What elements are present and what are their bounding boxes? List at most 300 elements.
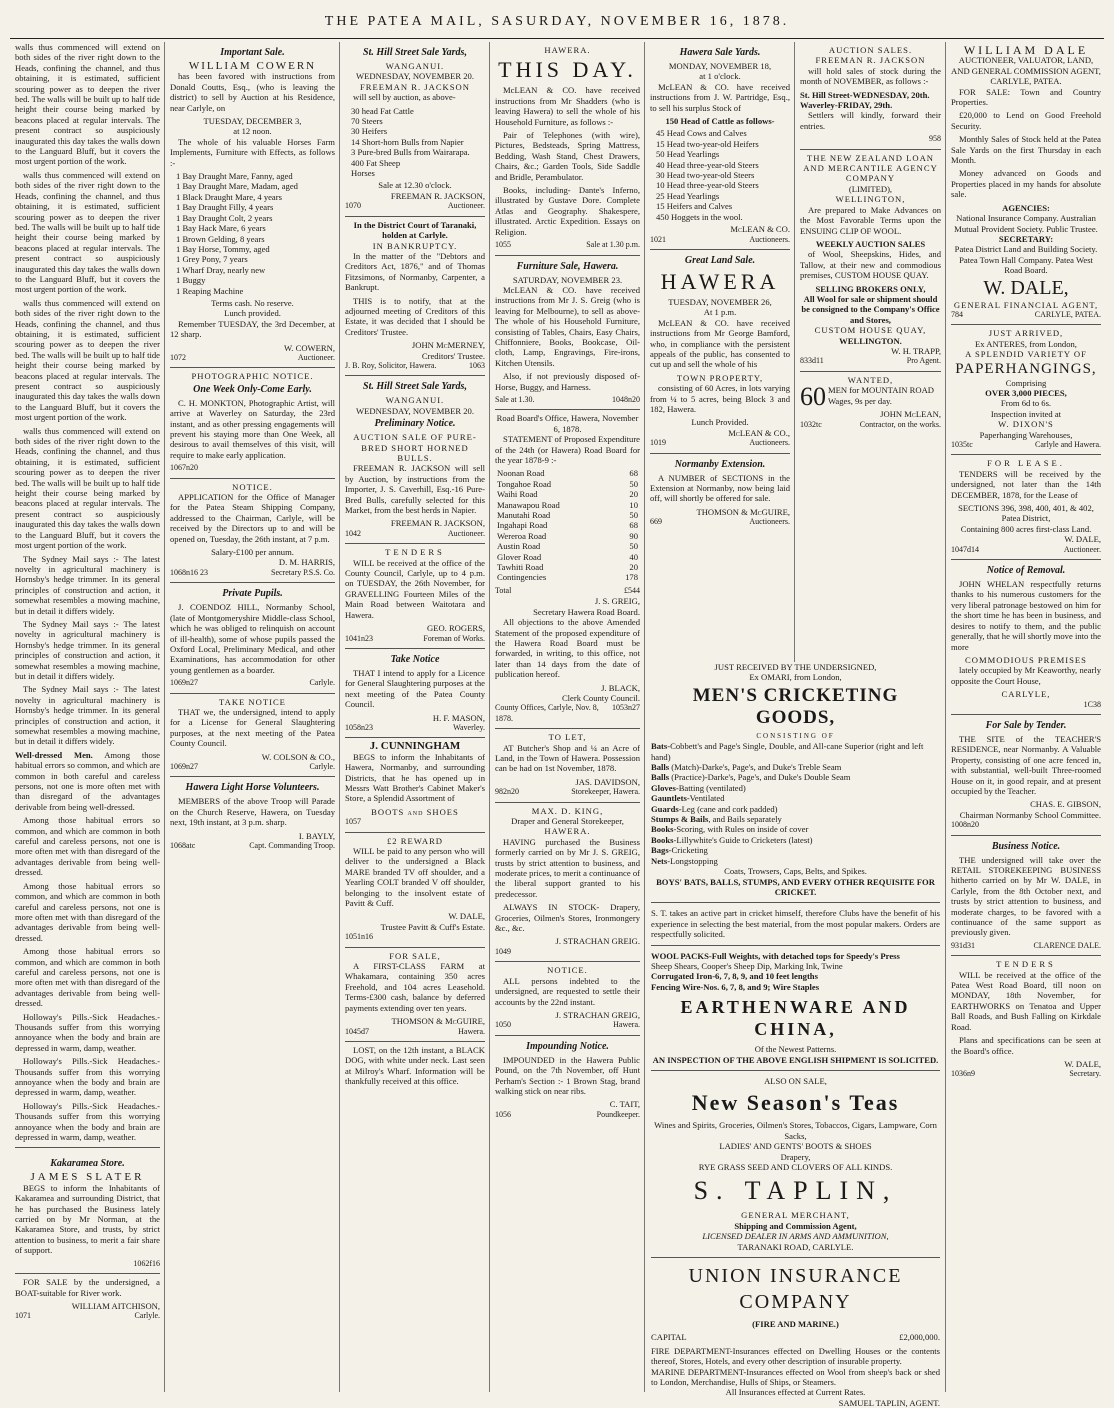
removal-text: JOHN WHELAN respectfully returns thanks to his numerous customers for the very liberal patronage bestowed on him for the short time he has been in business, and desires to notify to them, and the public generally, that he will shortly move into the more [951,579,1101,652]
this-day-heading: THIS DAY. [498,57,637,83]
column-2 [165,42,340,1392]
cricket-item-detail: -Scoring, with Rules on inside of cover [673,824,809,835]
nz-place: WELLINGTON, [835,194,906,205]
clerk-ref: 1053n27 [612,703,640,713]
wanted-heading: WANTED, [847,374,894,385]
mclean-ref: 1055 [495,240,511,250]
twine-line: Sheep Shears, Cooper's Sheep Dip, Marking Ink, Twine [651,960,843,971]
list-item: 400 Fat Sheep [351,157,401,168]
road-amount: 68 [629,468,638,479]
volunteers-text: MEMBERS of the above Troop will Parade on the Church Reserve, Hawera, on Tuesday next, 19th instant, at 3 p.m. sharp. [170,796,335,828]
clerk-role: Clerk County Council. [561,692,640,703]
pupils-heading: Private Pupils. [222,588,283,600]
list-item [651,762,940,772]
removal-sub: COMMODIOUS PREMISES [965,654,1087,665]
terms: Terms cash. No reserve. [211,297,294,308]
article-body: walls thus commenced will extend on both sides of the river right down to the Heads, confining the channel, and thus obtaining, it is estimated, sufficient scouring power as to deepen the river bed. The walls will be built up to half tide height their course being marked by beacons placed at regular intervals. The present contract so auspiciously inaugurated this day takes the walls down to the Languard Bluff, but it covers the most urgent portion of the work. [15,425,160,551]
road-tenders-ref: 1036n9 [951,1069,975,1079]
also-on-sale: ALSO ON SALE, [764,1075,827,1086]
cunningham-ref: 1057 [345,817,361,827]
paper-heading: PAPERHANGINGS, [955,360,1097,377]
st-hill-text: will sell by auction, as above- [353,92,456,103]
removal-place: CARLYLE, [1001,689,1051,700]
tenders-role: Foreman of Works. [423,633,485,643]
road-tenders-ad [951,956,1101,1083]
volunteers-ref: 1068atc [170,841,196,850]
greig-notice-heading: NOTICE. [547,965,588,976]
arrived-heading: JUST ARRIVED, [988,328,1064,339]
paper-count: OVER 3,000 PIECES, [985,387,1067,398]
road-amount: 50 [629,541,638,552]
list-item: 1 Bay Hack Mare, 6 years [176,223,266,234]
table-row [495,479,640,489]
holloway-article: Holloway's Pills.-Sick Headaches.-Thousands suffer from this worrying annoyance when the body and brain are depressed in warm, damp, weather. [15,1011,160,1053]
reward-ad [345,833,485,948]
cricket-item-detail: -Cobbett's and Page's Single, Double, and All-cane Superior (right and left hand) [651,741,924,762]
dale-ref: 784 [951,309,963,319]
lease-signature: W. DALE, [1064,534,1101,545]
sale-time: Sale at 1.30 p.m. [586,240,640,250]
furniture-time: Sale at 1.30. [495,394,535,404]
photo-ref: 1067n20 [170,463,198,473]
secretary: Patea District Land and Building Society. Patea Town Hall Company. Patea West Road Board. [954,244,1098,276]
cricket-item-detail: -Lillywhite's Guide to Cricketers (latest) [673,834,813,845]
prelim-subheading: AUCTION SALE OF PURE-BRED SHORT HORNED BULLS. [353,432,477,463]
road-name: Contingencies [497,572,547,583]
list-item: 3 Pure-bred Bulls from Wairarapa. [351,147,470,158]
farm-heading: FOR SALE, [389,950,441,961]
mclean-text: McLEAN & CO. have received instructions from Mr Shadders (who is leaving Hawera) to sell the whole of his Household Furniture, as follows :- [495,85,640,127]
objection-text: All objections to the above Amended Statement of the proposed expenditure of the Hawera Road Board must be forwarded, in writing, to this office, not later than 14 days from the date of publication hereof. [495,617,640,680]
clerk-signature: J. BLACK, [601,682,640,693]
nz-sub-2: of Wool, Sheepskins, Hides, and Tallow, at their new and commodious premises, CUSTOM HOUSE QUAY. [800,249,941,281]
nz-loan-ad [800,150,941,372]
welldressed-article: Among those habitual errors so common, and which are common in both careful and careless persons, not one is more often met with than disregard of the advantages derivable from being well-dressed. [15,749,160,812]
clerk-place: County Offices, Carlyle, Nov. 8, 1878. [495,703,599,723]
take-notice-mason-ad [345,649,485,738]
road-tenders-plans: Plans and specifications can be seen at the Board's office. [951,1035,1101,1056]
road-amount: 90 [629,530,638,541]
list-item: 25 Head Yearlings [656,190,720,201]
nz-role: Pro Agent. [906,356,941,366]
mclean-items: Pair of Telephones (with wire), Pictures, Bedsteads, Spring Mattress, Bedding, Wash Stand, Chest Drawers, Chairs, &c.; Garden Tools, Side Saddle and Bridle, Perambulator. [495,130,640,182]
greig-notice-signature: J. STRACHAN GREIG, [555,1009,640,1020]
road-name: Glover Road [497,551,542,562]
cricket-item-detail: -Leg (cane and cork padded) [678,803,778,814]
to-let-ad [495,729,640,802]
important-sale-text: has been favored with instructions from Donald Coutts, Esq., (who is leaving the district) to sell by Auction at his Residence, near Carlyle, on [170,71,335,113]
cowern-name: WILLIAM COWERN [188,60,317,72]
important-sale-date: TUESDAY, DECEMBER 3, [203,116,302,127]
land-date: TUESDAY, NOVEMBER 26, [668,296,772,307]
pound-signature: C. TAIT, [609,1099,640,1110]
road-name: Manawapou Road [497,499,560,510]
list-item: 10 Head three-year-old Steers [656,180,759,191]
st-hill-2-place: WANGANUI. [385,395,445,406]
removal-text-2: lately occupied by Mr Keaworthy, nearly opposite the Court House, [951,665,1101,686]
table-row [495,572,640,582]
nz-text: Are prepared to Make Advances on the Most Favorable Terms upon the ENSUING CLIP OF WOOL. [800,204,941,236]
farm-signature: THOMSON & McGUIRE, [391,1016,485,1027]
cowern-role: Auctioneer. [297,352,335,362]
nz-bold: All Wool for sale or shipment should be consigned to the Company's Office and Stores, [801,293,940,325]
removal-ref: 1C38 [1083,699,1101,709]
furniture-heading: Furniture Sale, Hawera. [516,260,619,272]
photo-subheading: One Week Only-Come Early. [193,383,312,395]
notice-role: Secretary P.S.S. Co. [271,567,335,577]
ext-signature: THOMSON & McGUIRE, [696,506,790,517]
notice-heading: NOTICE. [232,481,273,492]
column-3 [340,42,490,1392]
roads-total-label: Total [495,585,512,595]
wool-packs: WOOL PACKS-Full Weights, with detached tops for Speedy's Press [651,950,900,961]
furniture-also: Also, if not previously disposed of- Horse, Buggy, and Harness. [495,371,640,392]
notice-ad [170,479,335,584]
take-notice-ref: 1069n27 [170,761,198,771]
paper-price: From 6d to 6s. [1000,398,1052,409]
yards-signature: McLEAN & CO. [730,224,790,235]
wanted-ref: 1032tc [800,419,822,429]
volunteers-heading: Hawera Light Horse Volunteers. [185,782,320,794]
dale-name: WILLIAM DALE [963,43,1089,57]
auction-ref: 958 [929,134,941,144]
tenders-ref: 1041n23 [345,633,373,643]
st-hill-ref: 1070 [345,201,361,211]
fire-text: FIRE DEPARTMENT-Insurances effected on Dwelling Houses or the contents thereof, Stores, Hotels, and every other description of insurable property. [651,1345,940,1367]
land-text-2: consisting of 60 Acres, in lots varying from ¼ to 5 acres, being Block 3 and 182, Hawera. [650,383,790,414]
current-rates: All Insurances effected at Current Rates. [725,1387,866,1398]
inspection-line: AN INSPECTION OF THE ABOVE ENGLISH SHIPMENT IS SOLICITED. [652,1054,939,1065]
max-king-ad [495,803,640,963]
preliminary-notice-ad [345,376,485,544]
reward-text: WILL be paid to any person who will deliver to the undersigned a Black MARE branded TV off shoulder, and a Yearling COLT branded V off shoulder, belonging to the insolvent estate of Pavitt & Cuff. [345,846,485,909]
welldressed-article: Among those habitual errors so common, and which are common in both careful and careless persons, not one is more often met with than disregard of the advantages derivable from being well-dressed. [15,815,160,878]
dale-title: AUCTIONEER, VALUATOR, LAND, AND GENERAL COMMISSION AGENT, CARLYLE, PATEA. [951,55,1101,87]
notice-ref: 1068n16 23 [170,567,208,577]
road-name: Noonan Road [497,468,545,479]
taplin-advertisement [645,662,946,1408]
holloway-article: Holloway's Pills.-Sick Headaches.-Thousands suffer from this worrying annoyance when the body and brain are depressed in warm, damp, weather. [15,1100,160,1143]
tender-text: THE SITE of the TEACHER'S RESIDENCE, near Normanby. A Valuable Property, consisting of one acre fenced in, with substantial, well-built Three-roomed House on it, in good repair, and at present occupied by the Teacher. [951,733,1101,796]
mason-heading: Take Notice [390,653,440,665]
table-row [495,520,640,530]
dale-sale: FOR SALE: Town and Country Properties. [951,86,1101,108]
furniture-sale-ad [495,256,640,411]
table-row [495,468,640,478]
to-let-ref: 982n20 [495,787,519,797]
land-text: McLEAN & CO. have received instructions from Mr George Bamford, who, in compliance with the persistent appeals of the public, has consented to cut up and sell the whole of his [650,317,790,370]
list-item [651,835,940,845]
nz-selling: SELLING BROKERS ONLY, [815,283,926,294]
secretary-heading: SECRETARY: [998,233,1054,244]
greig-notice-text: ALL persons indebted to the undersigned, are requested to settle their accounts by the 22nd instant. [495,975,640,1007]
cunningham-ad [345,738,485,832]
lease-heading: FOR LEASE. [987,458,1065,469]
max-heading: MAX. D. KING, [531,805,604,816]
agent-line: SAMUEL TAPLIN, AGENT. [838,1397,940,1408]
horses-list [176,171,335,296]
list-item: 1 Buggy [176,275,206,286]
take-notice-signature: W. COLSON & CO., [261,751,335,762]
pupils-ref: 1069n27 [170,678,198,688]
yards-date: MONDAY, NOVEMBER 18, [668,61,772,71]
welldressed-article: Among those habitual errors so common, and which are common in both careful and careless persons, not one is more often met with than disregard of the advantages derivable from being well-dressed. [15,880,160,943]
pound-ref: 1056 [495,1109,511,1119]
max-stock: ALWAYS IN STOCK- Drapery, Groceries, Oilmen's Stores, Ironmongery &c., &c. [495,902,640,934]
lease-sections: SECTIONS 396, 398, 400, 401, & 402, [958,503,1094,514]
business-notice-ad [951,836,1101,957]
land-time: At 1 p.m. [703,307,737,318]
nz-signature: W. H. TRAPP, [891,345,941,356]
dale-lend: £20,000 to Lend on Good Freehold Security. [951,110,1101,131]
wanted-text: MEN for MOUNTAIN ROAD Wages, 9s per day. [828,385,935,406]
land-role: Auctioneers. [749,438,790,448]
court-heading: In the District Court of Taranaki, holden at Carlyle. [353,219,477,241]
column-1 [10,42,165,1392]
greig-notice-ref: 1050 [495,1020,511,1030]
jackson-name: FREEMAN R. JACKSON [360,81,470,92]
kakaramea-heading: Kakaramea Store. [50,1158,125,1170]
newspaper-title: THE PATEA MAIL, SASURDAY, NOVEMBER 16, 1878. [324,14,790,29]
taplin-text: S. T. takes an active part in cricket himself, therefore Clubs have the benefit of his experience in selecting the best material, from the most popular makers. Orders are respectfully solicited. [651,908,940,940]
auction-st-hill: St. Hill Street-WEDNESDAY, 20th. [800,89,930,100]
cricket-item-name: Balls [651,772,670,783]
road-amount: 20 [629,489,638,500]
furniture-ref: 1048n20 [612,394,640,404]
nz-heading: THE NEW ZEALAND LOAN AND MERCANTILE AGENCY COMPANY [803,152,938,184]
cunningham-heading: J. CUNNINGHAM [369,740,461,753]
greig-notice-place: Hawera. [613,1020,640,1030]
court-subheading: IN BANKRUPTCY. [372,240,458,251]
prelim-heading: Preliminary Notice. [374,418,456,430]
paper-sub: Comprising [1005,377,1047,388]
roads-total: £544 [624,585,640,595]
prelim-ref: 1042 [345,528,361,538]
to-let-text: AT Butcher's Shop and ¼ an Acre of Land, in the Town of Hawera. Possession can be had on 1st November, 1878. [495,742,640,774]
rye-line: RYE GRASS SEED AND CLOVERS OF ALL KINDS. [698,1162,893,1172]
road-tenders-role: Secretary. [1069,1069,1101,1079]
dale-money: Money advanced on Goods and Properties placed in my hands for absolute sale. [951,168,1101,200]
column-5 [645,42,795,662]
board-text: STATEMENT of Proposed Expenditure of the 24th (or Hawera) Road Board for the year 1878-9 :- [495,434,640,465]
take-notice-place: Carlyle. [309,761,335,771]
notice-signature: D. M. HARRIS, [278,557,335,568]
lease-patea: Patea District, [1001,513,1051,524]
hawera-sale-yards-ad [650,42,790,250]
st-hill-signature: FREEMAN R. JACKSON, [390,190,485,201]
auction-text: will hold sales of stock during the month of NOVEMBER, as follows :- [800,65,941,87]
column-4 [490,42,645,1392]
private-pupils-ad [170,583,335,693]
court-ref: 1063 [469,360,485,370]
article-body: walls thus commenced will extend on both sides of the river right down to the Heads, confining the channel, and thus obtaining, it is estimated, sufficient scouring power as to deepen the river bed. The walls will be built up to half tide height their course being marked by beacons placed at regular intervals. The present contract so auspiciously inaugurated this day takes the walls down to the Languard Bluff, but it covers the most urgent portion of the work. [15,297,160,423]
list-item [651,845,940,855]
cricket-item-name: Balls [651,762,670,773]
business-text: THE undersigned will take over the RETAIL STOREKEEPING BUSINESS hitherto carried on by Mr W. DALE, in Carlyle, from the 8th October next, and trusts by strict attention to business, and moderate charges, to be favored with a continuance of the same support as previously given. [951,854,1101,938]
important-sale-time: at 12 noon. [233,126,272,137]
list-item: Horses [351,168,375,179]
welldressed-article: Among those habitual errors so common, and which are common in both careful and careless persons, not one is more often met with than disregard of the advantages derivable from being well-dressed. [15,946,160,1009]
cricket-item-detail: -Ventilated [686,793,725,804]
cricket-item-name: Bats [651,741,668,752]
wanted-role: Contractor, on the works. [859,419,941,429]
list-item: 50 Head Yearlings [656,149,720,160]
volunteers-ad [170,777,335,855]
yards-ref: 1021 [650,234,666,244]
pound-heading: Impounding Notice. [526,1040,609,1052]
farm-ref: 1045d7 [345,1026,369,1036]
business-ref: 931d31 [951,940,975,950]
paper-inspect: Inspection invited at [990,408,1062,419]
removal-ad [951,560,1101,715]
auction-waverley: Waverley-FRIDAY, 29th. [800,100,893,111]
lease-role: Auctioneer. [1063,544,1101,554]
masthead [0,0,1114,42]
dale-place: CARLYLE, PATEA. [1034,309,1101,319]
max-subheading: Draper and General Storekeeper, [511,816,624,826]
table-row [495,500,640,510]
teas-heading: New Season's Teas [691,1090,900,1116]
road-name: Wereroa Road [497,530,547,541]
nz-quay: CUSTOM HOUSE QUAY, [814,325,927,336]
list-item: 1 Bay Draught Filly, 4 years [176,202,274,213]
prelim-role: Auctioneer. [447,528,485,538]
land-ref: 1019 [650,438,666,448]
list-item [651,804,940,814]
cricket-item-name: Gauntlets [651,793,687,804]
boat-sale-signature: WILLIAM AITCHISON, [71,1300,160,1311]
coats-line: Coats, Trowsers, Caps, Belts, and Spikes. [724,866,867,877]
paper-ref: 1035tc [951,440,973,449]
pupils-place: Carlyle. [309,678,335,688]
sydney-article: The Sydney Mail says :- The latest novelty in agricultural machinery is Hornsby's hedge trimmer. In its general principles of construction and action, it somewhat resembles a mowing machine, but in detail it differs widely. [15,684,160,747]
hawera-heading: HAWERA. [544,45,591,55]
notice-text: APPLICATION for the Office of Manager for the Patea Steam Shipping Company, addressed to the Chairman, Carlyle, will be received by the Directors up to and will be opened on, Tuesday, the 26th instant, at 7 p.m. [170,492,335,544]
auction-heading: AUCTION SALES. [828,45,913,55]
st-hill-date: WEDNESDAY, NOVEMBER 20. [356,71,474,82]
furniture-date: SATURDAY, NOVEMBER 23. [512,274,623,285]
st-hill-role: Auctioneer. [447,201,485,211]
table-row [495,562,640,572]
cunningham-sub: BOOTS and SHOES [371,806,459,817]
cricket-item-detail: (Practice)-Darke's, Page's, and Duke's Double Seam [669,772,851,783]
nz-sub: WEEKLY AUCTION SALES [815,238,926,249]
william-dale-ad [951,42,1101,325]
nz-ltd: (LIMITED), [848,183,893,194]
auction-name: FREEMAN R. JACKSON [815,55,926,66]
earthenware-heading: EARTHENWARE AND CHINA, [680,997,911,1040]
list-item: 14 Short-horn Bulls from Napier [351,136,464,147]
paperhangings-ad [951,325,1101,455]
yards-time: at 1 o'clock. [699,71,741,82]
road-amount: 40 [629,551,638,562]
photo-heading: PHOTOGRAPHIC NOTICE. [191,371,314,382]
wanted-signature: JOHN McLEAN, [880,409,941,420]
land-sub: TOWN PROPERTY, [676,372,764,383]
list-item [651,783,940,793]
important-sale-ad [170,42,335,368]
marine-text: MARINE DEPARTMENT-Insurances effected on Wool from sheep's back or shed to London, Merchandise, Hulls of Ships, or Steamers. [651,1366,940,1388]
auction-settlers: Settlers will kindly, forward their entries. [800,110,941,131]
farm-text: A FIRST-CLASS FARM at Whakamara, containing 350 acres Freehold, and 104 acres Leasehold. Terms-£300 cash, balance by deferred payments extending over ten years. [345,961,485,1013]
cricket-item-name: Guards [651,803,679,814]
list-item [651,772,940,782]
photographic-notice-ad [170,368,335,478]
list-item: 1 Bay Draught Mare, Fanny, aged [176,171,293,182]
list-item [651,741,940,762]
list-item: 45 Head Cows and Calves [656,128,747,139]
taplin-name: S. TAPLIN, [693,1176,898,1206]
take-notice-text: THAT we, the undersigned, intend to apply for a License for General Slaughtering purposes, at the next meeting of the Patea County Council. [170,706,335,749]
capital-label: CAPITAL [651,1332,687,1343]
lease-text: TENDERS will be received by the undersigned, not later than the 14th DECEMBER, 1878, for the Lease of [951,468,1101,500]
list-item: 70 Steers [351,116,383,127]
wide-intro: JUST RECEIVED BY THE UNDERSIGNED, [714,662,877,672]
cricket-item-detail: -Batting (ventilated) [675,782,746,793]
boat-sale-ref: 1071 [15,1311,31,1321]
reward-ref: 1051n16 [345,932,373,942]
farm-sale-ad [345,948,485,1042]
ext-role: Auctioneers. [749,517,790,527]
column-6 [795,42,946,662]
mason-place: Waverley. [453,722,485,732]
ext-ref: 669 [650,517,662,527]
roads-table [495,468,640,582]
licensed-line: LICENSED DEALER IN ARMS AND AMMUNITION, [702,1231,889,1242]
list-item: 15 Head two-year-old Heifers [656,138,759,149]
kakaramea-store-ad [15,1153,160,1274]
tender-heading: For Sale by Tender. [985,719,1067,731]
road-name: Manutahi Road [497,510,551,521]
table-row [495,552,640,562]
article-body: walls thus commenced will extend on both sides of the river right down to the Heads, confining the channel, and thus obtaining, it is estimated, sufficient scouring power as to deepen the river bed. The walls will be built up to half tide height their course being marked by beacons placed at regular intervals. The present contract so auspiciously inaugurated this day takes the walls down to the Languard Bluff, but it covers the most urgent portion of the work. [15,42,160,167]
pound-role: Poundkeeper. [596,1109,640,1119]
st-hill-sale-ad [345,42,485,217]
sydney-article: The Sydney Mail says :- The latest novelty in agricultural machinery is Hornsby's hedge trimmer. In its general principles of construction and action, it somewhat resembles a mowing machine, but in detail it differs widely. [15,618,160,681]
cricketing-goods-heading: MEN'S CRICKETING GOODS, [692,684,899,728]
dale-monthly: Monthly Sales of Stock held at the Patea Sale Yards on the first Thursday in each Month. [951,134,1101,166]
agencies: National Insurance Company. Australian Mutual Provident Society. Public Trustee. [954,213,1098,234]
removal-heading: Notice of Removal. [986,565,1066,577]
cowern-ref: 1072 [170,352,186,362]
road-amount: 50 [629,478,638,489]
cricket-item-detail: -Cricketing [668,845,708,856]
tenders-heading: TENDERS [385,547,445,558]
list-item [651,824,940,834]
wanted-ad [800,372,941,434]
cricket-item-name: Nets [651,855,668,866]
furniture-text: McLEAN & CO. have received instructions from Mr J. S. Greig (who is leaving for Melbourne), to sell as above- The whole of his Household Furniture, consisting of Tables, Chairs, Easy Chairs, Chiffonniere, Books, Bookcase, Oil-cloth, Lamp, Engravings, Fire-irons, Kitchen Utensils. [495,284,640,368]
remember: Remember TUESDAY, the 3rd December, at 12 sharp. [170,318,335,340]
road-name: Tawhiti Road [497,562,544,573]
list-item: 1 Bay Draught Colt, 2 years [176,212,273,223]
boots-line: LADIES' AND GENTS' BOOTS & SHOES [719,1141,872,1152]
board-signature: J. S. GREIG, [594,596,640,607]
drapery-line: Drapery, [780,1151,811,1162]
column-7 [946,42,1106,1392]
shipping-line: Shipping and Commission Agent, [734,1220,857,1231]
st-hill-heading: St. Hill Street Sale Yards, [363,47,467,58]
road-amount: 20 [629,562,638,573]
mason-ref: 1058n23 [345,722,373,732]
list-item: 1 Brown Gelding, 8 years [176,233,265,244]
reward-role: Trustee Pavitt & Cuff's Estate. [380,921,485,932]
court-role: Creditors' Trustee. [421,350,485,361]
cricket-item-detail: (Match)-Darke's, Page's, and Duke's Treble Seam [669,762,842,773]
wanted-number: 60 [800,382,826,412]
st-hill-2-heading: St. Hill Street Sale Yards, [363,381,467,393]
lease-land: Containing 800 acres first-class Land. [960,523,1092,534]
